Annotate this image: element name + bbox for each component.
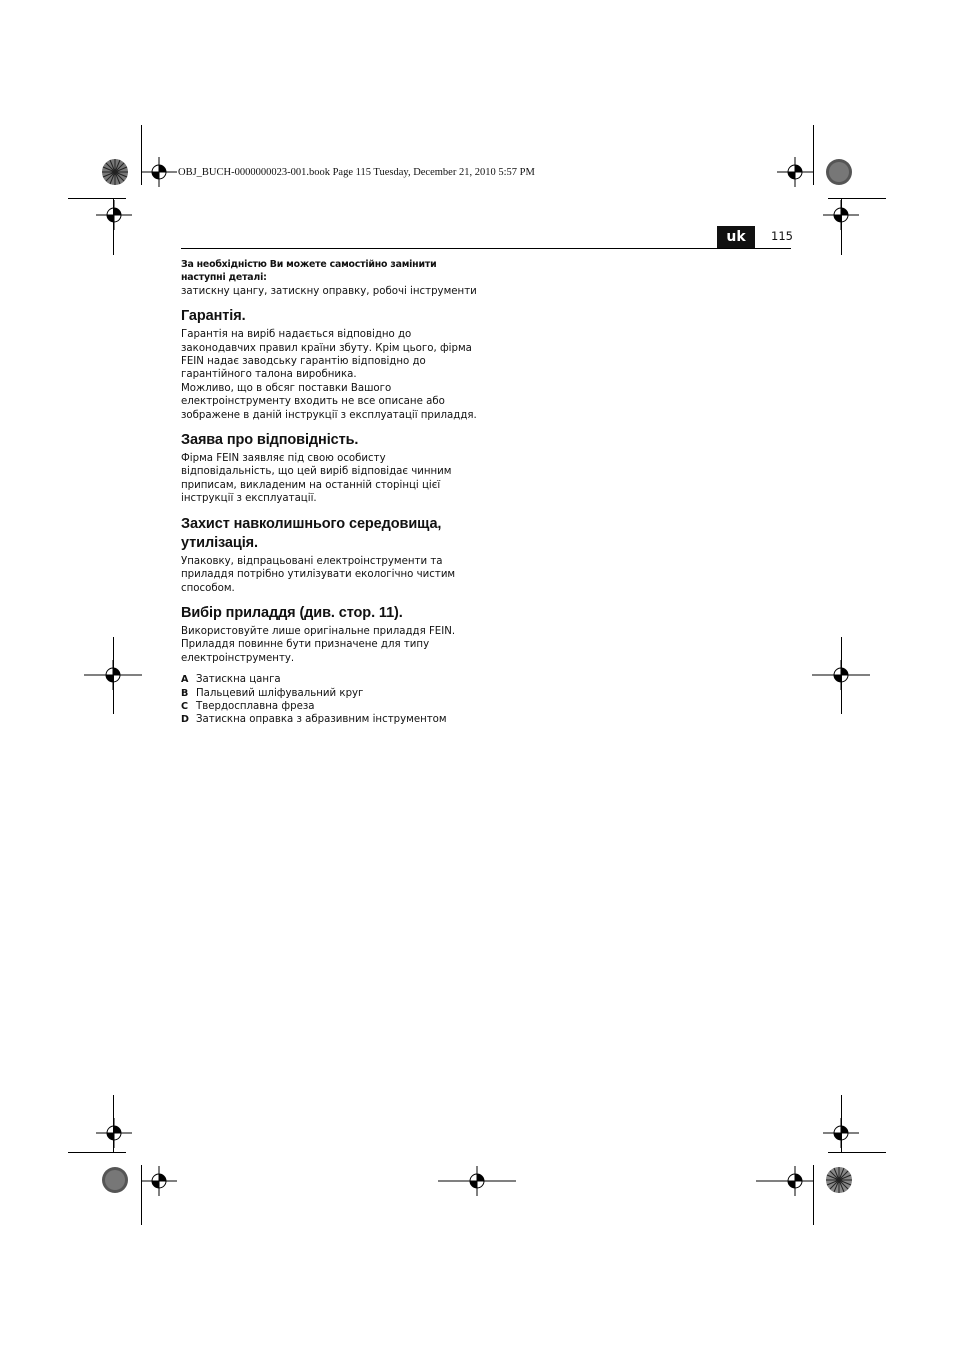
registration-crosshair-icon xyxy=(812,660,870,690)
crop-line xyxy=(68,198,126,199)
list-item-text: Затискна оправка з абразивним інструментом xyxy=(196,714,447,726)
accessories-heading: Вибір приладдя (див. стор. 11). xyxy=(181,604,403,621)
language-badge: uk xyxy=(717,226,755,248)
registration-crosshair-icon xyxy=(141,157,177,187)
registration-crosshair-icon xyxy=(777,157,813,187)
list-item-text: Пальцевий шліфувальний круг xyxy=(196,687,364,699)
registration-crosshair-icon xyxy=(438,1166,516,1196)
intro-text: затискну цангу, затискну оправку, робочі інструменти xyxy=(181,285,477,297)
environment-paragraph: Упаковку, відпрацьовані електроінструменти та приладдя потрібно утилізувати екологічно чистим способом. xyxy=(181,555,456,594)
registration-crosshair-icon xyxy=(96,1118,132,1148)
accessories-list xyxy=(181,673,481,727)
accessories-paragraph: Використовуйте лише оригінальне приладдя FEIN. Приладдя повинне бути призначене для типу електроінструменту. xyxy=(181,625,456,664)
registration-crosshair-icon xyxy=(141,1166,177,1196)
list-item-text: Затискна цанга xyxy=(196,674,281,686)
intro-bold-text: За необхідністю Ви можете самостійно замінити наступні деталі: xyxy=(181,259,437,284)
registration-crosshair-icon xyxy=(84,660,142,690)
conformity-heading: Заява про відповідність. xyxy=(181,432,359,449)
starburst-target-icon xyxy=(825,158,853,186)
list-item-key: D xyxy=(181,714,189,726)
list-item-key: A xyxy=(181,674,189,686)
registration-crosshair-icon xyxy=(756,1166,813,1196)
crop-line xyxy=(813,1165,814,1225)
starburst-target-icon xyxy=(101,158,129,186)
environment-heading: Захист навколишнього середовища, утилізація. xyxy=(181,515,442,551)
book-info-header: OBJ_BUCH-0000000023-001.book Page 115 Tuesday, December 21, 2010 5:57 PM xyxy=(178,167,535,178)
registration-crosshair-icon xyxy=(823,1118,859,1148)
list-item-key: C xyxy=(181,700,189,712)
crop-line xyxy=(828,198,886,199)
conformity-paragraph: Фірма FEIN заявляє під свою особисту відповідальність, що цей виріб відповідає чинним приписам, викладеним на останній сторінці цієї інструкції з експлуатації. xyxy=(181,453,452,505)
warranty-paragraph: Можливо, що в обсяг поставки Вашого електроінструменту входить не все описане або зображене в даній інструкції з експлуатації приладдя. xyxy=(181,382,477,421)
registration-crosshair-icon xyxy=(96,200,132,230)
content-column xyxy=(181,258,481,727)
starburst-target-icon xyxy=(825,1166,853,1194)
registration-crosshair-icon xyxy=(823,200,859,230)
list-item xyxy=(181,713,481,726)
list-item xyxy=(181,687,481,700)
list-item xyxy=(181,673,481,686)
crop-line xyxy=(828,1152,886,1153)
list-item xyxy=(181,700,481,713)
crop-line xyxy=(813,125,814,185)
list-item-text: Твердосплавна фреза xyxy=(196,700,315,712)
page-number: 115 xyxy=(771,229,793,243)
header-rule xyxy=(181,248,791,249)
warranty-heading: Гарантія. xyxy=(181,308,246,325)
list-item-key: B xyxy=(181,687,189,699)
warranty-paragraph: Гарантія на виріб надається відповідно до законодавчих правил країни збуту. Крім цього, фірма FEIN надає заводську гарантію відповідно до гарантійного талона виробника. xyxy=(181,329,472,381)
starburst-target-icon xyxy=(101,1166,129,1194)
crop-line xyxy=(68,1152,126,1153)
